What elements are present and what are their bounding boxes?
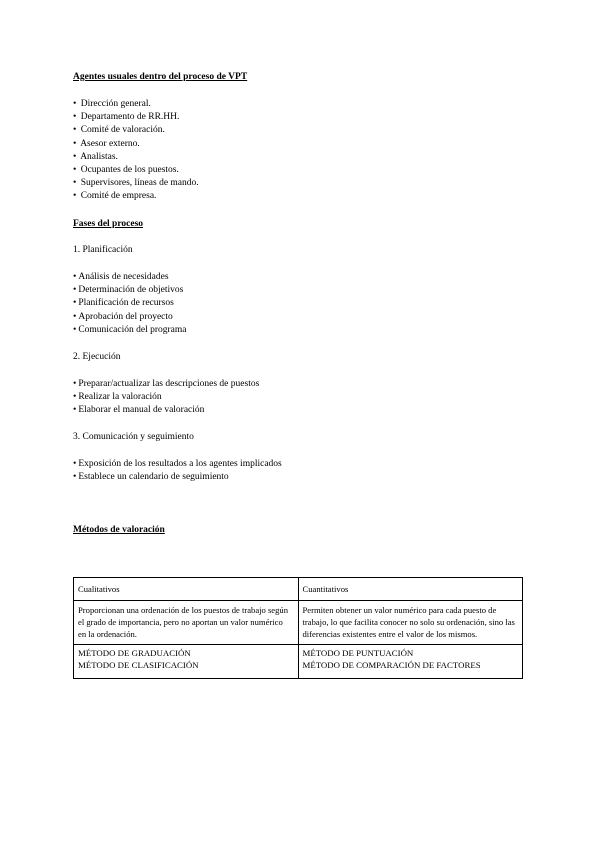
agents-list (73, 98, 199, 204)
quantitative-methods (298, 645, 523, 679)
list-item: • Preparar/actualizar las descripciones de puestos (73, 379, 260, 389)
list-item: • Realizar la valoración (73, 392, 162, 403)
phase-planning-label: 1. Planificación (73, 245, 133, 255)
agents-heading: Agentes usuales dentro del proceso de VPT (73, 72, 248, 82)
list-item: • Comité de valoración. (73, 125, 165, 136)
list-item: • Aprobación del proyecto (73, 311, 173, 322)
methods-heading: Métodos de valoración (73, 525, 165, 535)
method-graduacion: MÉTODO DE GRADUACIÓN (78, 648, 191, 659)
table-row (74, 578, 523, 601)
qualitative-methods (74, 645, 299, 679)
list-item: • Establece un calendario de seguimiento (73, 472, 229, 483)
methods-table (73, 577, 523, 679)
list-item: • Ocupantes de los puestos. (73, 164, 179, 175)
list-item: • Comité de empresa. (73, 191, 157, 202)
list-item: • Elaborar el manual de valoración (73, 405, 205, 416)
list-item: • Comunicación del programa (73, 324, 187, 335)
table-row (74, 645, 523, 679)
quantitative-description: Permiten obtener un valor numérico para cada puesto de trabajo, lo que facilita conocer no solo su ordenación, sino las diferencias existentes entre el valor de los mismos. (298, 601, 523, 645)
execution-list (73, 378, 259, 418)
phase-execution-label: 2. Ejecución (73, 352, 121, 362)
list-item: • Analistas. (73, 151, 118, 162)
phase-followup-label: 3. Comunicación y seguimiento (73, 432, 194, 442)
list-item: • Departamento de RR.HH. (73, 112, 180, 123)
qualitative-header: Cualitativos (74, 578, 299, 601)
method-puntuacion: MÉTODO DE PUNTUACIÓN (302, 648, 414, 659)
list-item: • Dirección general. (73, 99, 151, 109)
list-item: • Determinación de objetivos (73, 285, 184, 296)
followup-list (73, 458, 282, 484)
list-item: • Asesor externo. (73, 138, 140, 149)
list-item: • Análisis de necesidades (73, 272, 169, 282)
qualitative-description: Proporcionan una ordenación de los puestos de trabajo según el grado de importancia, pero no aportan un valor numérico en la ordenación. (74, 601, 299, 645)
list-item: • Exposición de los resultados a los agentes implicados (73, 459, 282, 469)
phases-heading: Fases del proceso (73, 219, 144, 229)
table-row (74, 601, 523, 645)
quantitative-header: Cuantitativos (298, 578, 523, 601)
list-item: • Supervisores, líneas de mando. (73, 178, 199, 189)
planning-list (73, 271, 187, 337)
method-comparacion-factores: MÉTODO DE COMPARACIÓN DE FACTORES (302, 659, 481, 670)
list-item: • Planificación de recursos (73, 298, 174, 309)
method-clasificacion: MÉTODO DE CLASIFICACIÓN (78, 659, 199, 670)
